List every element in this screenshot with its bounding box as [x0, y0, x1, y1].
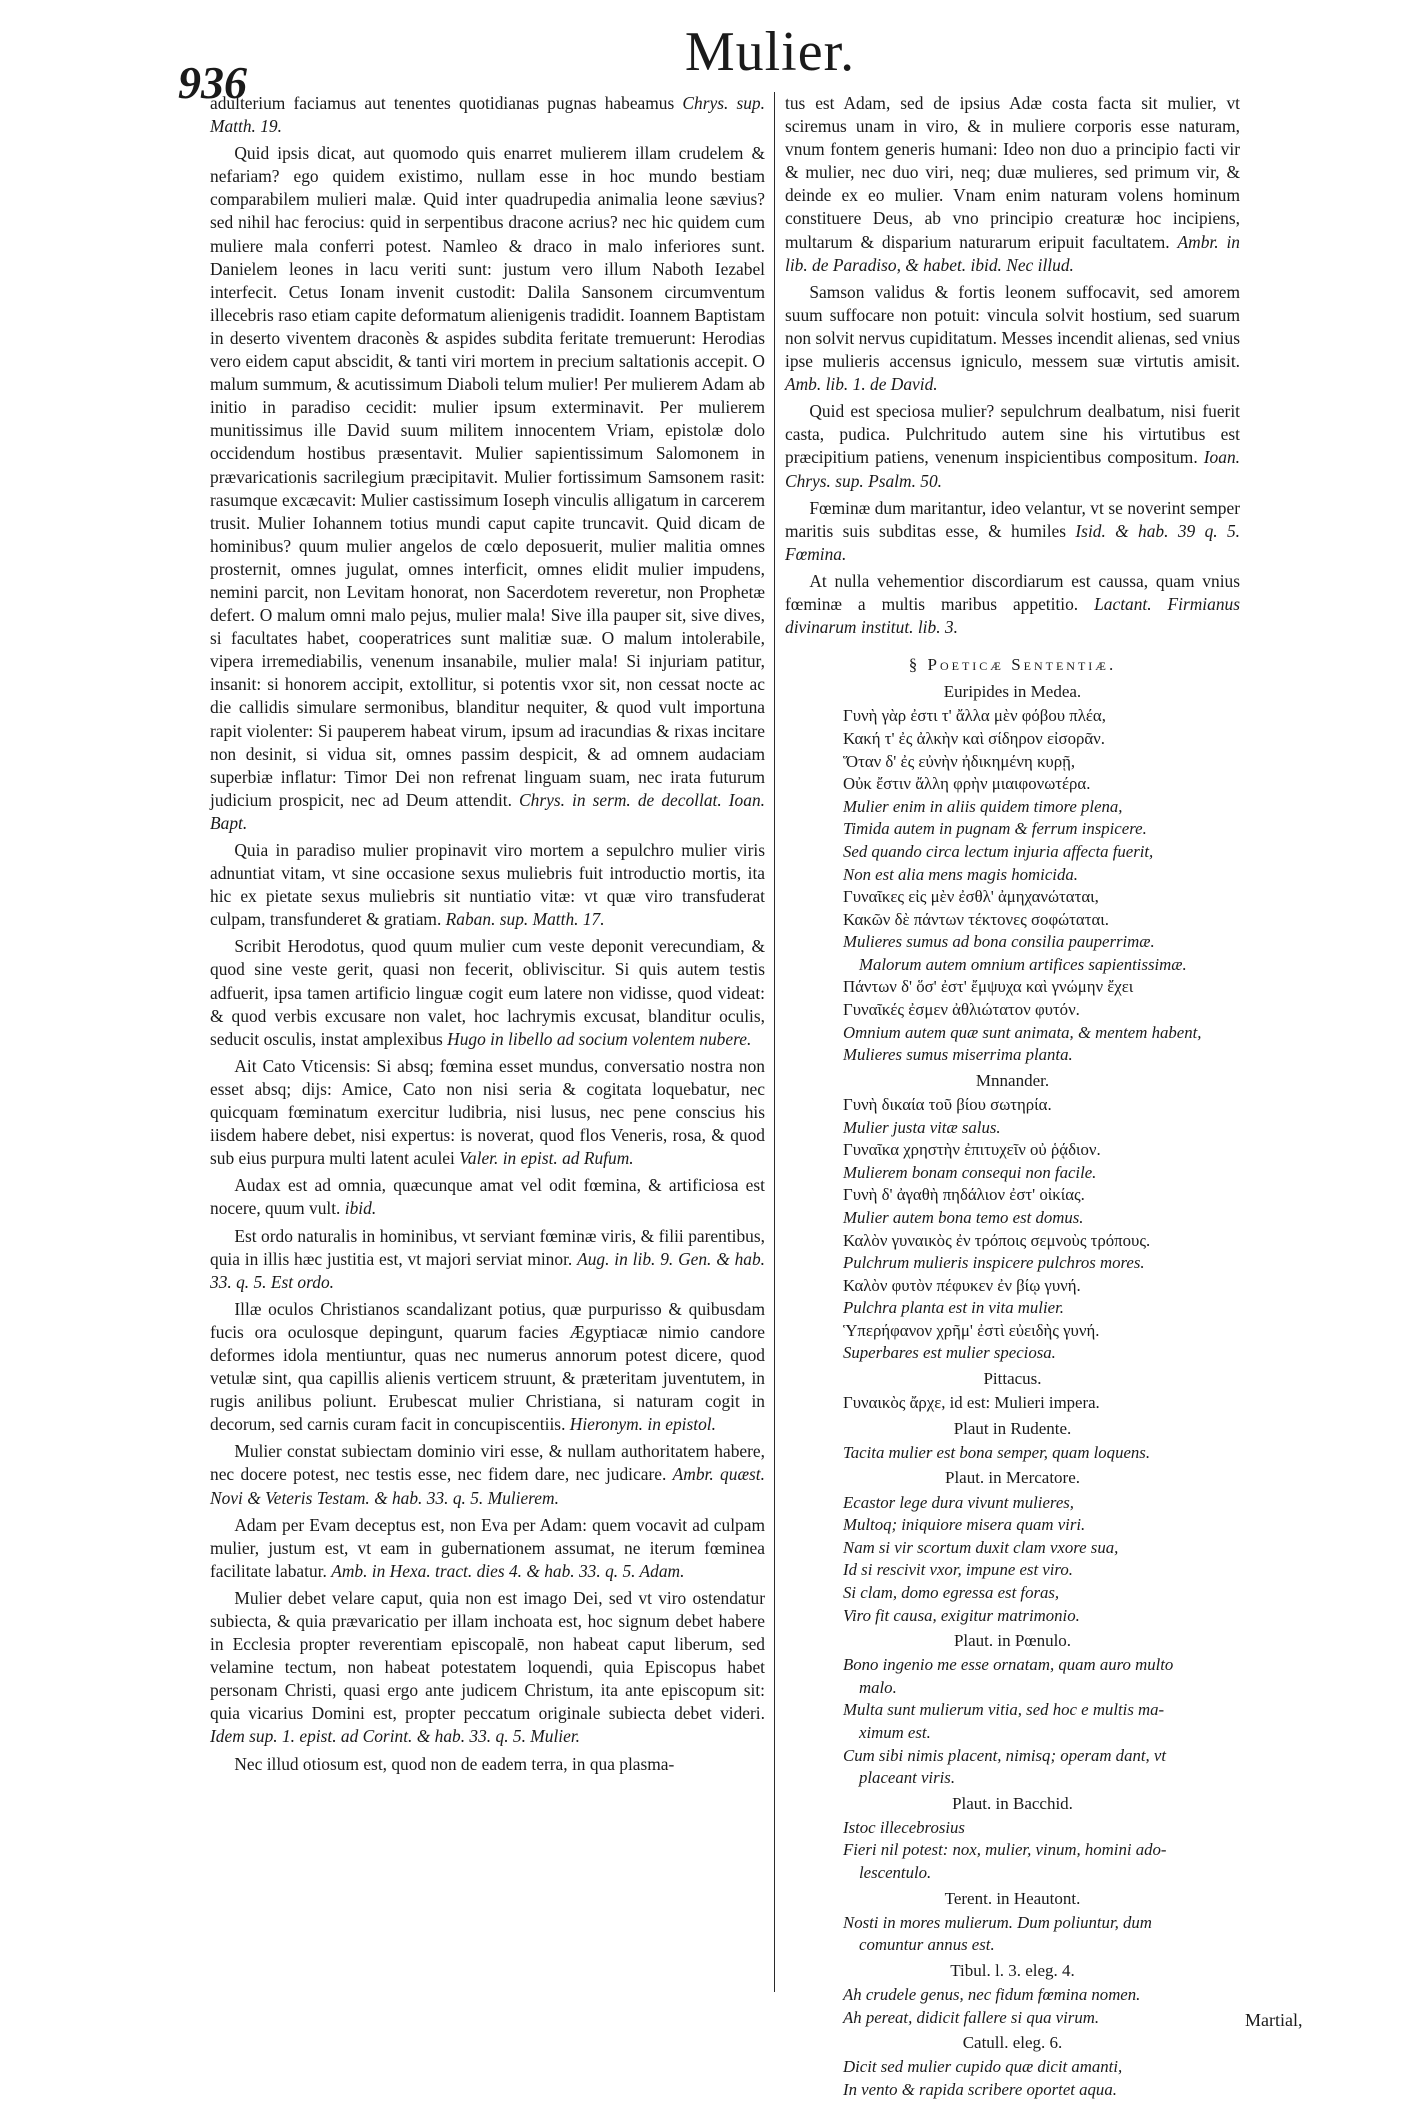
poet-source: Mnnander. — [975, 1070, 1050, 1090]
latin-verse-line: Non est alia mens magis homicida. — [843, 864, 1078, 884]
paragraph-text: At nulla vehementior discordiarum est caussa, quam vnius fœminæ a multis maribus appetitio. — [785, 570, 1240, 614]
citation: Chrys. in serm. de decollat. Ioan. Bapt. — [210, 789, 765, 833]
latin-verse-line: In vento & rapida scribere oportet aqua. — [843, 2079, 1117, 2099]
paragraph — [210, 1514, 765, 1583]
paragraph-text: Mulier debet velare caput, quia non est imago Dei, sed vt viro ostendatur subiecta, & quia prævaricatio per illam inchoata est, hoc signum debet habere in Ecclesia propter reverentiam episcopalē, non habeat caput liberum, sed velamine tectum, non habeat potestatem loquendi, quia Episcopus habet personam Christi, quasi ergo ante judicem Christum, ita ante episcopum sit: quia vicarius Domini est, propter peccatum originale subiecta debet videri. — [210, 1587, 765, 1724]
paragraph — [210, 935, 765, 1050]
greek-verse-line: Καλὸν φυτὸν πέφυκεν ἐν βίῳ γυνή. — [843, 1275, 1081, 1295]
citation: ibid. — [344, 1198, 377, 1219]
poetic-sententiae — [785, 680, 1240, 2101]
latin-verse-line: Dicit sed mulier cupido quæ dicit amanti, — [843, 2057, 1123, 2077]
paragraph-text: Ait Cato Vticensis: Si absq; fœmina esset mundus, conversatio nostra non esset absq; dijs: Amice, Cato non nisi seria & cogitata loquebatur, nec quicquam fœminatum exercitur ludibria, nisi lusus, nec pene conscius his iisdem habere debet, nisi expertus: is noverat, quod flos Veneris, rosa, & quod sub eius purpura multi latent aculei — [210, 1055, 765, 1169]
catchword: Martial, — [1245, 2010, 1303, 2030]
latin-verse-line: Superbares est mulier speciosa. — [843, 1343, 1056, 1363]
poet-source: Terent. in Heautont. — [944, 1888, 1081, 1908]
paragraph-text: Quid ipsis dicat, aut quomodo quis enarret mulierem illam crudelem & nefariam? ego quidem existimo, nullam esse in hoc mundo bestiam comparabilem mulieri malæ. Quid inter quadrupedia animalia leone sævius? sed nihil hac ferocius: quid in serpentibus dracone acrius? nec hic quidem cum muliere mala conferri potest. Namleo & draco in malo inferiores sunt. Danielem leones in lacu veriti sunt: justum vero illum Naboth Iezabel interfecit. Cetus Ionam invenit custodit: Dalila Sansonem circumventum illecebris raso etiam capite deformatum alienigenis tradidit. Ioannem Baptistam in deserto viventem draconès & aspides subdita feritate tremuerunt: Herodias vero eidem caput abscidit, & tanti viri mortem in precium saltationis accepit. O malum summum, & acutissimum Diaboli telum mulier! Per mulierem Adam ab initio in paradiso cecidit: mulier ipsum exterminavit. Per mulierem munitissimus ille David suum militem innocentem Vriam, epistolæ dolo occidendum hostibus præsentavit. Mulier sapientissimum Salomonem in prævaricationis sacrilegium præcipitavit. Mulier fortissimum Samsonem rasit: rasumque excæcavit: Mulier castissimum Ioseph vinculis alligatum in carcerem trusit. Mulier Iohannem totius mundi caput capite truncavit. Quid dicam de hominibus? quum mulier angelos de cœlo deposuerit, mulier malitia omnes prosternit, omnes jugulat, omnes interficit, omnes elidit mulier impudens, nemini parcit, non Levitam honorat, non Sacerdotem reveretur, non Prophetæ defert. O malum omni malo pejus, mulier mala! Sive illa pauper sit, sive dives, si facultates habet, cooperatrices sunt malitiæ suæ. O malum intolerabile, vipera irremediabilis, venenum insanabile, mulier mala! Si injuriam patitur, insanit: si honorem accipit, extollitur, si potentis vxor sit, non cessat nocte ac die callidis simulare sermonibus, blanditur nequiter, & quod vult importuna rapit violenter: Si pauperem habeat virum, ipsum ad iracundias & rixas incitare non desinit, si vidua sit, omnes passim despicit, & ad omnem audaciam superbiæ inflatur: Timor Dei non refrenat linguam suam, nec irata futurum judicium prospicit, nec ad Deum attendit. — [210, 143, 765, 810]
paragraph-text: Audax est ad omnia, quæcunque amat vel odit fœmina, & artificiosa est nocere, quum vult. — [210, 1175, 765, 1219]
paragraph-text: Scribit Herodotus, quod quum mulier cum veste deponit verecundiam, & quod sine veste gerit, quasi non fecerit, obliviscitur. Si quis autem testis adfuerit, ipsa tamen artificio linguæ cogit eum latere non vidisse, quod videat: & quod verbis excusare non valet, hoc lachrymis excusat, blanditur oculis, seducit osculis, instat amplexibus — [210, 936, 765, 1049]
citation: Ambr. quæst. Novi & Veteris Testam. & hab. 33. q. 5. Mulierem. — [210, 1464, 765, 1508]
paragraph — [785, 400, 1240, 492]
poet-source: Pittacus. — [983, 1369, 1042, 1389]
left-column — [210, 92, 765, 1992]
paragraph-text: Fœminæ dum maritantur, ideo velantur, vt se noverint semper maritis suis subditas esse, & humiles — [785, 497, 1240, 541]
paragraph — [210, 1440, 765, 1509]
latin-verse-line: lescentulo. — [859, 1863, 932, 1883]
greek-verse-line: Κακῶν δὲ πάντων τέκτονες σοφώταται. — [843, 909, 1109, 929]
paragraph-text: Mulier constat subiectam dominio viri esse, & nullam authoritatem habere, nec docere potest, nec testis esse, nec fidem dare, nec judicare. — [210, 1441, 765, 1485]
greek-verse-line: Γυνὴ δικαία τοῦ βίου σωτηρία. — [843, 1094, 1052, 1114]
citation: Valer. in epist. ad Rufum. — [459, 1148, 634, 1169]
paragraph — [785, 281, 1240, 396]
greek-verse-line: Γυνὴ γὰρ ἐστι τ' ἄλλα μὲν φόβου πλέα, — [843, 706, 1106, 726]
poet-source: Plaut. in Mercatore. — [944, 1468, 1080, 1488]
latin-verse-line: Mulier justa vitæ salus. — [843, 1117, 1001, 1137]
greek-verse-line: Γυναικὸς ἄρχε, id est: Mulieri impera. — [843, 1393, 1100, 1413]
latin-verse-line: Multa sunt mulierum vitia, sed hoc e multis ma- — [843, 1700, 1165, 1720]
paragraph-text: Quid est speciosa mulier? sepulchrum dealbatum, nisi fuerit casta, pudica. Pulchritudo autem sine his virtutibus est præcipitium patiens, venenum inspicientibus compositum. — [785, 401, 1240, 468]
latin-verse-line: Nam si vir scortum duxit clam vxore sua, — [843, 1537, 1119, 1557]
paragraph — [210, 1055, 765, 1170]
latin-verse-line: Mulieres sumus miserrima planta. — [843, 1045, 1073, 1065]
latin-verse-line: Istoc illecebrosius — [843, 1817, 965, 1837]
poetic-sententiae-heading: § Poeticæ Sententiæ. — [908, 655, 1117, 675]
poet-source: Catull. eleg. 6. — [962, 2033, 1063, 2053]
paragraph-text: Illæ oculos Christianos scandalizant potius, quæ purpurisso & quibusdam fucis ora oculosque depingunt, quarum facies Ægyptiacæ nimio candore deformes idola mentiuntur, quas nec numerus annorum potest dicere, quod vetulæ sint, qua capillis alienis verticem struunt, & præteritam juventutem, in rugis anilibus poliunt. Erubescat mulier Christiana, si naturam cogit in decorum, sed carnis curam facit in concupiscentiis. — [210, 1298, 765, 1435]
paragraph-text: adulterium faciamus aut tenentes quotidianas pugnas habeamus — [210, 93, 675, 113]
citation: Chrys. sup. Matth. 19. — [210, 93, 765, 137]
greek-verse-line: Οὐκ ἔστιν ἄλλη φρὴν μιαιφονωτέρα. — [843, 774, 1091, 794]
latin-verse-line: Cum sibi nimis placent, nimisq; operam dant, vt — [843, 1745, 1167, 1765]
latin-verse-line: Sed quando circa lectum injuria affecta fuerit, — [843, 841, 1154, 861]
latin-verse-line: Pulchrum mulieris inspicere pulchros mores. — [843, 1253, 1145, 1273]
column-divider — [774, 92, 775, 1992]
latin-verse-line: Id si rescivit vxor, impune est viro. — [843, 1560, 1073, 1580]
latin-verse-line: Mulierem bonam consequi non facile. — [843, 1162, 1097, 1182]
greek-verse-line: Ὅταν δ' ἐς εὐνὴν ἠδικημένη κυρῇ, — [843, 751, 1076, 771]
latin-verse-line: Bono ingenio me esse ornatam, quam auro multo — [843, 1655, 1174, 1675]
poet-source: Plaut in Rudente. — [953, 1418, 1072, 1438]
paragraph — [210, 92, 765, 138]
paragraph — [210, 839, 765, 931]
citation: Ambr. in lib. de Paradiso, & habet. ibid. Nec illud. — [785, 231, 1240, 275]
latin-verse-line: malo. — [859, 1677, 897, 1697]
latin-verse-line: Tacita mulier est bona semper, quam loquens. — [843, 1442, 1151, 1462]
citation: Raban. sup. Matth. 17. — [445, 909, 605, 930]
paragraph — [210, 1587, 765, 1749]
poet-source: Plaut. in Bacchid. — [952, 1793, 1073, 1813]
citation: Lactant. Firmianus divinarum institut. lib. 3. — [785, 593, 1240, 638]
latin-verse-line: Ecastor lege dura vivunt mulieres, — [843, 1492, 1075, 1512]
greek-verse-line: Ὑπερήφανον χρῆμ' ἐστὶ εὐειδὴς γυνή. — [843, 1320, 1100, 1340]
latin-verse-line: Viro fit causa, exigitur matrimonio. — [843, 1605, 1080, 1625]
paragraph — [210, 142, 765, 835]
latin-verse-line: Ah crudele genus, nec fidum fœmina nomen. — [843, 1985, 1141, 2004]
paragraph-text: Nec illud otiosum est, quod non de eadem terra, in qua plasma- — [234, 1753, 675, 1774]
greek-verse-line: Πάντων δ' ὅσ' ἐστ' ἔμψυχα καὶ γνώμην ἔχει — [843, 977, 1134, 997]
poet-source: Euripides in Medea. — [943, 682, 1082, 702]
latin-verse-line: Malorum autem omnium artifices sapientissimæ. — [859, 954, 1187, 974]
greek-verse-line: Γυνὴ δ' ἀγαθὴ πηδάλιον ἐστ' οἰκίας. — [843, 1185, 1085, 1205]
paragraph — [210, 1753, 765, 1776]
paragraph — [785, 497, 1240, 566]
citation: Aug. in lib. 9. Gen. & hab. 33. q. 5. Est ordo. — [210, 1248, 766, 1292]
paragraph-text: tus est Adam, sed de ipsius Adæ costa facta sit mulier, vt sciremus unam in viro, & in muliere corporis esse naturam, vnum fontem generis humani: Ideo non duo a principio facti vir & mulier, nec duo viri, neq; duæ mulieres, sed primum vir, & deinde ex eo mulier. Vnam enim naturam volens hominum constituere Deus, ab vno principio creaturæ hoc incipiens, multarum & disparium naturarum eripuit facultatem. — [785, 93, 1240, 252]
paragraph-text: Est ordo naturalis in hominibus, vt serviant fœminæ viris, & filii parentibus, quia in illis hæc justitia est, vt majori serviat minor. — [210, 1225, 765, 1269]
page-number: 936 — [178, 57, 247, 108]
citation: Ioan. Chrys. sup. Psalm. 50. — [785, 447, 1240, 491]
latin-verse-line: Fieri nil potest: nox, mulier, vinum, homini ado- — [843, 1840, 1167, 1860]
latin-verse-line: Pulchra planta est in vita mulier. — [843, 1298, 1064, 1318]
citation: Hugo in libello ad socium volentem nubere. — [447, 1028, 752, 1049]
greek-verse-line: Γυναῖκες εἰς μὲν ἐσθλ' ἀμηχανώταται, — [843, 887, 1099, 907]
latin-verse-line: placeant viris. — [859, 1768, 956, 1788]
poet-source: Plaut. in Pœnulo. — [953, 1631, 1072, 1651]
paragraph — [210, 1225, 765, 1294]
paragraph — [785, 570, 1240, 639]
right-column — [785, 92, 1240, 2099]
citation: Amb. in Hexa. tract. dies 4. & hab. 33. q. 5. Adam. — [331, 1560, 685, 1581]
citation: Isid. & hab. 39 q. 5. Fœmina. — [785, 520, 1240, 564]
greek-verse-line: Γυναῖκα χρηστὴν ἐπιτυχεῖν οὐ ῥᾴδιον. — [843, 1140, 1101, 1160]
poet-source: Tibul. l. 3. eleg. 4. — [950, 1960, 1075, 1980]
citation: Amb. lib. 1. de David. — [785, 374, 938, 395]
paragraph-text: Samson validus & fortis leonem suffocavit, sed amorem suum suffocare non potuit: vincula solvit hostium, sed suarum non solvit nervus cupiditatum. Messes incendit alienas, sed vnius ipse mulieris accensus igniculo, messem suæ virtutis amisit. — [785, 281, 1240, 372]
latin-verse-line: comuntur annus est. — [859, 1935, 995, 1955]
latin-verse-line: Ah pereat, didicit fallere si qua virum. — [843, 2007, 1100, 2027]
paragraph-text: Adam per Evam deceptus est, non Eva per Adam: quem vocavit ad culpam mulier, justum est, vt eam in gubernationem assumat, ne iterum fœminea facilitate labatur. — [210, 1514, 765, 1581]
citation: Idem sup. 1. epist. ad Corint. & hab. 33. q. 5. Mulier. — [210, 1726, 581, 1747]
paragraph-text: Quia in paradiso mulier propinavit viro mortem a sepulchro mulier viris adnuntiat vitam, vt sine occasione sexus muliebris fuit introductio mortis, ita hic ex pietate sexus muliebris sit nuntiatio vitæ: vt quæ viro transfuderat culpam, transfunderet & gratiam. — [210, 840, 765, 930]
right-column-prose — [785, 92, 1240, 639]
latin-verse-line: Omnium autem quæ sunt animata, & mentem habent, — [843, 1022, 1202, 1042]
greek-verse-line: Γυναῖκές ἐσμεν ἀθλιώτατον φυτόν. — [843, 1000, 1080, 1020]
greek-verse-line: Κακή τ' ἐς ἀλκὴν καὶ σίδηρον εἰσορᾶν. — [843, 728, 1105, 748]
paragraph — [210, 1174, 765, 1220]
citation: Hieronym. in epistol. — [569, 1414, 716, 1435]
latin-verse-line: Timida autem in pugnam & ferrum inspicere. — [843, 819, 1147, 839]
paragraph — [785, 92, 1240, 277]
running-title: Mulier. — [684, 21, 856, 83]
latin-verse-line: Mulieres sumus ad bona consilia pauperrimæ. — [843, 932, 1155, 952]
greek-verse-line: Καλὸν γυναικὸς ἐν τρόποις σεμνοὺς τρόπους. — [843, 1230, 1151, 1250]
latin-verse-line: ximum est. — [859, 1722, 931, 1742]
latin-verse-line: Mulier autem bona temo est domus. — [843, 1207, 1084, 1227]
paragraph — [210, 1298, 765, 1437]
latin-verse-line: Multoq; iniquiore misera quam viri. — [843, 1515, 1086, 1535]
latin-verse-line: Si clam, domo egressa est foras, — [843, 1582, 1060, 1602]
latin-verse-line: Mulier enim in aliis quidem timore plena, — [843, 796, 1123, 816]
latin-verse-line: Nosti in mores mulierum. Dum poliuntur, dum — [843, 1912, 1152, 1932]
